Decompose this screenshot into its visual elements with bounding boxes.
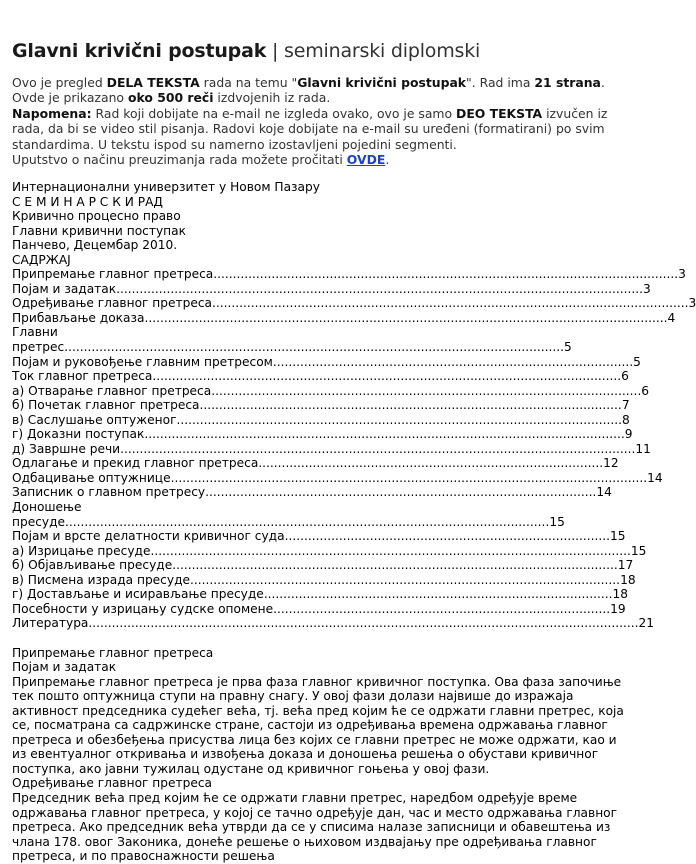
page-title xyxy=(12,40,480,62)
toc-title: а) Изрицање пресуде xyxy=(12,543,151,558)
title-separator: | xyxy=(266,40,285,62)
toc-page-number: 14 xyxy=(596,485,612,500)
toc-leader: ......................................................................................................................... xyxy=(152,369,622,384)
toc-leader: ................................................................................................................................. xyxy=(64,340,565,355)
toc-leader: ....................................................................................................................................... xyxy=(144,310,668,325)
toc-page-number: 18 xyxy=(612,587,628,602)
section-title: Припремање главног претреса xyxy=(12,645,214,660)
toc-title: б) Почетак главног претреса xyxy=(12,398,200,413)
document-body xyxy=(12,180,696,864)
toc-item xyxy=(12,427,633,442)
toc-title: Одбацивање оптужнице xyxy=(12,470,171,485)
toc-item xyxy=(12,310,676,326)
toc-leader: .......................................................................................... xyxy=(263,587,613,602)
toc-item xyxy=(12,558,634,573)
toc-leader: ............................................................................................................................ xyxy=(144,427,625,442)
subsection-title: Појам и задатак xyxy=(12,660,117,675)
toc-item xyxy=(12,529,630,544)
document-heading xyxy=(12,180,630,267)
toc-item xyxy=(12,470,663,486)
toc-title: б) Објављивање пресуде xyxy=(12,558,173,573)
toc-leader: ............................................................................................. xyxy=(272,354,634,369)
toc-title: Записник о главном претресу xyxy=(12,485,206,500)
toc-page-number: 17 xyxy=(617,558,634,573)
toc-leader: ..................................................................................................................................... xyxy=(120,441,636,456)
toc-title: Литература xyxy=(12,616,89,631)
toc-item xyxy=(12,398,630,413)
toc-page-number: 5 xyxy=(564,340,572,355)
toc-item xyxy=(12,296,696,311)
toc-leader: ........................................................................................................................... xyxy=(170,470,648,485)
body-paragraph: Председник већа пред којим ће се одржати главни претрес, наредбом одређује време одржавања главног претреса, у којој се тачно одређује дан, час и место одржавања главног претреса. Ако председник већа утврди да се у списима налазе записници и обавештења из члана 178. овог Законика, донеће решење о њиховом издвајању пре одређивања главног претреса, и по правоснажности решења xyxy=(12,790,618,864)
toc-title: д) Завршне речи xyxy=(12,441,121,456)
body-paragraph: Припремање главног претреса је прва фаза главног кривичног поступка. Ова фаза започиње тек пошто оптужница ступи на правну снагу. У овој фази долази највише до изражаја активност председника судећег већа, тј. већа пред којим ће се одржати главни претрес, која се, посматрана са садржинске стране, састоји из одређивања времена одржавања главног претреса и обезбеђења присуства лица без којих се главни претрес не може одржати, као и из евентуалног откривања и извођења доказа и доношења решења о обустави кривичног поступка, ако јавни тужилац одустане од кривичног гоњења у овој фази. xyxy=(12,674,624,776)
toc-leader: ....................................................................................... xyxy=(273,601,611,616)
intro-note: Napomena: Rad koji dobijate na e-mail ne izgleda ovako, ovo je samo DEO TEKSTA izvučen iz rada, da bi se video stil pisanja. Radovi koje dobijate na e-mail su uređeni (formatirani) po svim standardima. U tekstu ispod su namerno izostavljeni pojedini segmenti. xyxy=(12,105,608,152)
toc-item xyxy=(12,543,647,559)
toc-item xyxy=(12,500,630,515)
toc-title: Појам и врсте делатности кривичног суда xyxy=(12,529,285,544)
intro-notice xyxy=(12,75,624,167)
subsection-title: Одређивање главног претреса xyxy=(12,776,213,791)
toc-leader: ........................................................................................................................ xyxy=(213,267,679,282)
toc-item xyxy=(12,340,630,355)
toc-leader: ............................................................................................................................. xyxy=(65,514,550,529)
title-main: Glavni krivični postupak xyxy=(12,40,267,62)
toc-title: Појам и руковођење главним претресом xyxy=(12,354,273,369)
toc-leader: ................................................................................................................... xyxy=(172,558,618,573)
intro-instructions: Uputstvo o načinu preuzimanja rada možete pročitati OVDE. xyxy=(12,152,390,168)
toc-title: Припремање главног претреса xyxy=(12,267,214,282)
toc-page-number: 12 xyxy=(603,456,619,471)
heading-line: Панчево, Децембар 2010. xyxy=(12,238,178,253)
heading-line: Главни кривични поступак xyxy=(12,223,186,238)
toc-page-number: 6 xyxy=(641,383,650,398)
intro-overview: Ovo je pregled DELA TEKSTA rada na temu "Glavni krivični postupak". Rad ima 21 strana. Ovde je prikazano oko 500 reči izdvojenih iz rada. xyxy=(12,75,605,106)
toc-leader: ............................................................................................................... xyxy=(211,383,642,398)
toc-title: а) Отварање главног претреса xyxy=(12,383,212,398)
toc-item xyxy=(12,325,630,340)
toc-page-number: 15 xyxy=(549,514,565,529)
toc-page-number: 15 xyxy=(630,543,647,558)
toc-page-number: 6 xyxy=(621,369,629,384)
toc-item xyxy=(12,456,630,471)
toc-leader: ............................................................................................................... xyxy=(190,572,621,587)
heading-line: САДРЖАЈ xyxy=(12,252,71,267)
toc-leader: ......................................................................................... xyxy=(258,456,604,471)
toc-title: г) Достављање и исирављање пресуде xyxy=(12,587,264,602)
toc-page-number: 14 xyxy=(647,470,663,485)
table-of-contents xyxy=(12,267,696,631)
toc-page-number: 7 xyxy=(621,398,630,413)
toc-item xyxy=(12,572,636,588)
toc-leader: .............................................................................................................................................. xyxy=(88,616,639,631)
toc-title: Главни xyxy=(12,325,58,340)
toc-leader: ........................................................................................................................................ xyxy=(116,281,643,296)
toc-page-number: 3 xyxy=(688,296,696,311)
toc-title: в) Саслушање оптуженог xyxy=(12,412,177,427)
toc-item xyxy=(12,354,641,370)
toc-page-number: 3 xyxy=(643,281,651,296)
toc-title: претрес xyxy=(12,340,65,355)
toc-leader: ............................................................................................................. xyxy=(199,398,622,413)
toc-item xyxy=(12,369,630,384)
toc-item xyxy=(12,441,651,457)
toc-page-number: 8 xyxy=(622,412,630,427)
toc-item xyxy=(12,413,630,428)
toc-item xyxy=(12,602,630,617)
toc-item xyxy=(12,383,650,399)
toc-page-number: 5 xyxy=(633,354,641,369)
toc-item xyxy=(12,616,655,631)
heading-line: С Е М И Н А Р С К И РАД xyxy=(12,194,163,209)
toc-page-number: 9 xyxy=(624,427,633,442)
toc-item xyxy=(12,267,686,282)
toc-item xyxy=(12,515,630,530)
toc-title: Ток главног претреса xyxy=(12,369,153,384)
heading-line: Интернационални универзитет у Новом Пазару xyxy=(12,180,320,194)
toc-title: Појам и задатак xyxy=(12,281,117,296)
toc-page-number: 4 xyxy=(667,310,676,325)
toc-page-number: 21 xyxy=(638,616,655,631)
toc-title: в) Писмена израда пресуде xyxy=(12,572,191,587)
heading-line: Кривично процесно право xyxy=(12,209,181,224)
toc-leader: ..................................................................................................... xyxy=(205,485,597,500)
toc-title: Одлагање и прекид главног претреса xyxy=(12,456,259,471)
toc-item xyxy=(12,281,651,297)
toc-leader: ................................................................................................................... xyxy=(176,412,623,427)
toc-title: пресуде xyxy=(12,514,66,529)
toc-page-number: 19 xyxy=(610,601,626,616)
toc-leader: .................................................................................... xyxy=(284,529,610,544)
toc-title: Доношење xyxy=(12,500,82,515)
toc-page-number: 18 xyxy=(620,572,636,587)
toc-item xyxy=(12,485,630,500)
toc-title: Посебности у изрицању судске опомене xyxy=(12,601,274,616)
instructions-link[interactable]: OVDE xyxy=(346,152,386,168)
toc-leader: ............................................................................................................................ xyxy=(150,543,631,558)
toc-title: Одређивање главног претреса xyxy=(12,296,213,311)
title-subtitle: seminarski diplomski xyxy=(284,40,481,62)
toc-leader: ........................................................................................................................... xyxy=(212,296,689,311)
toc-page-number: 15 xyxy=(610,529,626,544)
toc-page-number: 11 xyxy=(635,441,651,456)
toc-title: Прибављање доказа xyxy=(12,310,145,325)
toc-item xyxy=(12,587,630,602)
toc-page-number: 3 xyxy=(678,267,686,282)
toc-title: г) Доказни поступак xyxy=(12,427,145,442)
